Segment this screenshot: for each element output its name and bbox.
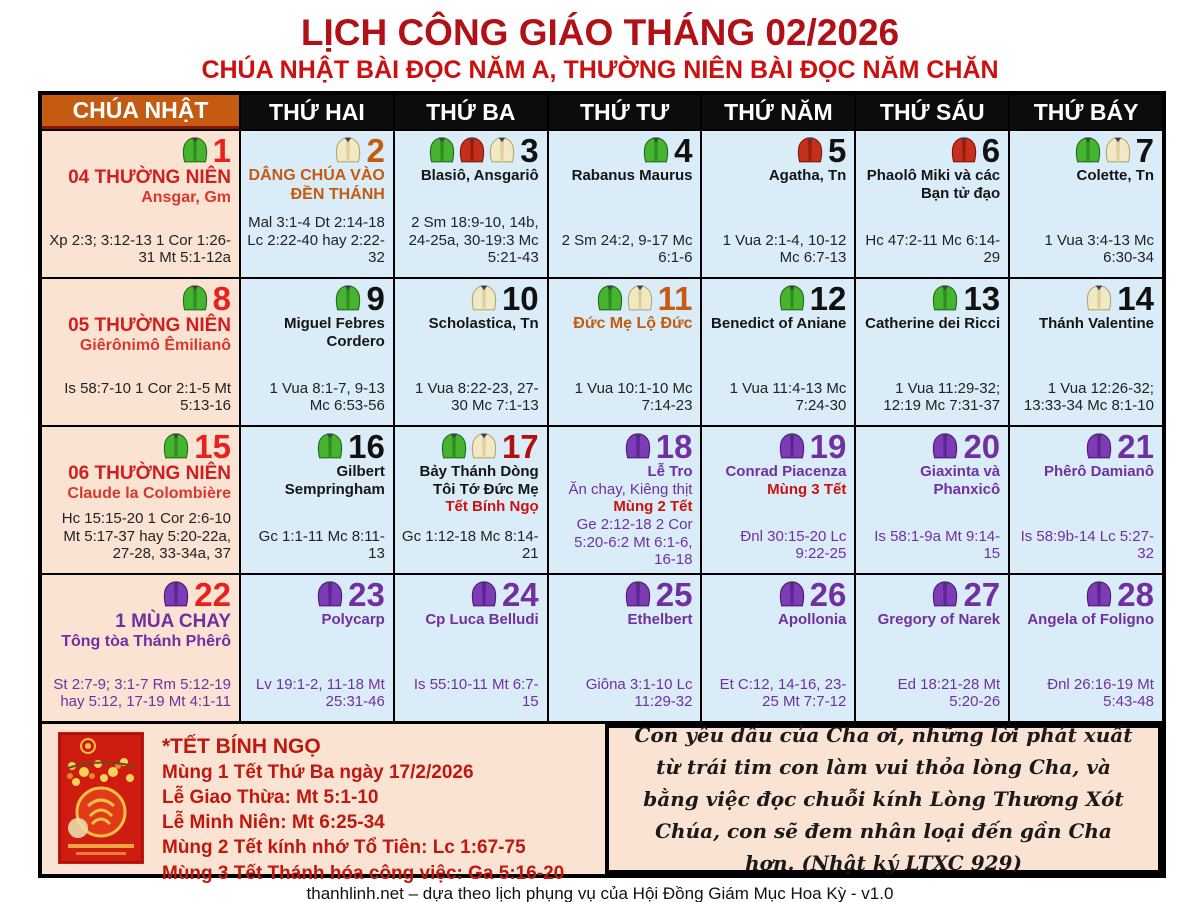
day-number: 5 [827,131,847,169]
day-readings [247,380,385,419]
day-readings [708,528,846,567]
vestment-white-icon [470,284,498,312]
day-cell-18 [549,427,701,573]
quote-box [605,724,1162,874]
day-number: 14 [1117,279,1154,317]
day-readings [247,214,385,271]
day-header-23 [247,577,385,611]
day-header-25 [555,577,693,611]
day-readings [1016,380,1154,419]
vestment-purple-icon [931,580,959,608]
tet-schedule-line: Lễ Minh Niên: Mt 6:25-34 [162,812,385,834]
day-titles [401,167,539,185]
day-titles [862,611,1000,629]
day-cell-27 [856,575,1008,721]
day-readings [401,214,539,271]
tet-schedule [162,732,565,884]
day-number: 10 [501,279,539,317]
vestment-green-icon [162,432,190,460]
day-number: 20 [963,427,1001,465]
day-header-4 [555,133,693,167]
day-readings [708,232,846,271]
day-number: 27 [963,575,1001,613]
reading-line: Gc 1:12-18 Mc 8:14-21 [401,527,539,563]
tet-schedule-line: Mùng 2 Tết kính nhớ Tổ Tiên: Lc 1:67-75 [162,837,526,859]
reading-line: Gc 1:1-11 Mc 8:11-13 [258,527,385,563]
day-header-17 [401,429,539,463]
day-titles [862,167,1000,202]
day-titles [708,611,846,629]
day-cell-16 [241,427,393,573]
reading-line: 2 Sm 18:9-10, 14b, 24-25a, 30-19:3 Mc 5:21-43 [408,213,539,267]
header-weekday-2: THỨ BA [395,95,547,129]
day-titles [48,611,231,652]
day-readings [401,380,539,419]
day-cell-10 [395,279,547,425]
day-number: 23 [348,575,385,613]
day-header-10 [401,281,539,315]
day-readings [401,676,539,715]
day-title-line: Conrad Piacenza [725,463,847,480]
day-number: 7 [1135,131,1154,169]
day-cell-20 [856,427,1008,573]
reading-line: Mal 3:1-4 Dt 2:14-18 Lc 2:22-40 hay 2:22-32 [247,213,385,267]
vestment-white-icon [470,432,498,460]
vestment-white-icon [1085,284,1113,312]
vestment-green-icon [334,284,362,312]
day-cell-9 [241,279,393,425]
reading-line: 2 Sm 24:2, 9-17 Mc 6:1-6 [561,231,693,267]
reading-line: Is 55:10-11 Mt 6:7-15 [413,675,539,711]
page-subtitle: CHÚA NHẬT BÀI ĐỌC NĂM A, THƯỜNG NIÊN BÀI ĐỌC NĂM CHĂN [201,56,999,84]
reading-line: 1 Vua 10:1-10 Mc 7:14-23 [574,379,693,415]
day-cell-5 [702,131,854,277]
day-number: 16 [348,427,385,465]
day-readings [247,676,385,715]
day-cell-12 [702,279,854,425]
bottom-strip [42,723,1162,884]
day-header-16 [247,429,385,463]
day-readings [48,232,231,271]
tet-greeting-card-image [58,732,144,864]
day-title-line: Benedict of Aniane [711,315,847,332]
day-header-3 [401,133,539,167]
day-title-line: Gilbert Sempringham [284,463,385,498]
day-cell-6 [856,131,1008,277]
day-header-21 [1016,429,1154,463]
vestment-green-icon [181,284,209,312]
vestment-purple-icon [624,432,652,460]
day-cell-22 [42,575,239,721]
reading-line: Ed 18:21-28 Mt 5:20-26 [897,675,1001,711]
day-title-line: Catherine dei Ricci [865,315,1001,332]
day-readings [555,232,693,271]
day-readings [1016,232,1154,271]
vestment-purple-icon [778,432,806,460]
day-number: 22 [194,575,231,613]
day-title-line: Mùng 3 Tết [767,480,847,498]
day-header-14 [1016,281,1154,315]
day-number: 4 [674,131,693,169]
day-title-line: Scholastica, Tn [428,315,539,332]
day-header-15 [48,429,231,463]
day-readings [48,676,231,715]
day-header-13 [862,281,1000,315]
vestment-green-icon [642,136,670,164]
day-number: 15 [194,427,231,465]
day-titles [862,463,1000,498]
day-titles [247,611,385,629]
tet-info-box [42,724,605,884]
quote-text: Con yêu dấu của Cha ơi, những lời phát xuất từ trái tim con làm vui thỏa lòng Cha, và bằng việc đọc chuỗi kính Lòng Thương Xót Chúa, con sẽ đem nhân loại đến gần Cha hơn. (Nhật ký LTXC 929) [634,723,1133,875]
day-number: 2 [366,131,385,169]
reading-line: 1 Vua 2:1-4, 10-12 Mc 6:7-13 [722,231,847,267]
day-header-6 [862,133,1000,167]
day-title-line: Angela of Foligno [1027,611,1154,628]
tet-title: *TẾT BÍNH NGỌ [162,735,321,758]
calendar-grid [42,131,1162,721]
vestment-purple-icon [931,432,959,460]
vestment-green-icon [1074,136,1102,164]
day-title-line: 06 THƯỜNG NIÊN [68,463,231,484]
day-titles [247,463,385,498]
day-readings [401,528,539,567]
day-cell-8 [42,279,239,425]
day-header-12 [708,281,846,315]
reading-line: Ge 2:12-18 2 Cor 5:20-6:2 Mt 6:1-6, 16-18 [574,516,693,569]
day-number: 8 [212,279,231,317]
day-titles [247,167,385,205]
footer-credit: thanhlinh.net – dựa theo lịch phụng vụ của Hội Đồng Giám Mục Hoa Kỳ - v1.0 [306,884,894,902]
day-readings [1016,676,1154,715]
day-header-7 [1016,133,1154,167]
day-title-line: Rabanus Maurus [571,167,693,184]
day-cell-17 [395,427,547,573]
reading-line: St 2:7-9; 3:1-7 Rm 5:12-19 hay 5:12, 17-19 Mt 4:1-11 [53,675,231,711]
calendar-table [38,91,1166,884]
vestment-purple-icon [1085,580,1113,608]
vestment-red-icon [458,136,486,164]
reading-line: Đnl 30:15-20 Lc 9:22-25 [740,527,847,563]
day-header-8 [48,281,231,315]
reading-line: Hc 47:2-11 Mc 6:14-29 [865,231,1001,267]
day-cell-24 [395,575,547,721]
day-header-22 [48,577,231,611]
reading-line: 1 Vua 8:1-7, 9-13 Mc 6:53-56 [269,379,385,415]
reading-line: 1 Vua 11:4-13 Mc 7:24-30 [729,379,847,415]
day-titles [555,167,693,185]
day-title-line: Đức Mẹ Lộ Đức [573,315,693,332]
tet-schedule-line: Mùng 3 Tết Thánh hóa công việc: Ga 5:16-20 [162,862,565,884]
day-cell-19 [702,427,854,573]
day-title-line: Thánh Valentine [1038,315,1154,332]
day-titles [708,315,846,333]
day-title-line: Blasiô, Ansgariô [420,167,539,184]
day-title-line: Tết Bính Ngọ [445,498,539,516]
day-titles [48,167,231,208]
day-title-line: DÂNG CHÚA VÀO ĐỀN THÁNH [248,167,385,203]
day-number: 1 [212,131,231,169]
day-cell-21 [1010,427,1162,573]
vestment-white-icon [626,284,654,312]
day-cell-14 [1010,279,1162,425]
day-titles [555,611,693,629]
day-header-1 [48,133,231,167]
day-titles [555,463,693,516]
day-readings [555,516,693,573]
vestment-white-icon [488,136,516,164]
reading-line: Et C:12, 14-16, 23-25 Mt 7:7-12 [719,675,847,711]
day-number: 11 [657,279,693,317]
header-weekday-4: THỨ NĂM [702,95,854,129]
vestment-red-icon [950,136,978,164]
day-readings [862,232,1000,271]
day-number: 25 [655,575,693,613]
day-titles [1016,463,1154,481]
vestment-green-icon [596,284,624,312]
day-cell-2 [241,131,393,277]
day-titles [555,315,693,334]
day-header-11 [555,281,693,315]
day-number: 24 [501,575,539,613]
day-title-line: Ăn chay, Kiêng thịt [568,480,693,498]
day-cell-23 [241,575,393,721]
page-title: LỊCH CÔNG GIÁO THÁNG 02/2026 [300,12,900,53]
reading-line: 1 Vua 12:26-32; 13:33-34 Mc 8:1-10 [1023,379,1154,415]
day-header-28 [1016,577,1154,611]
day-readings [862,380,1000,419]
day-title-line: 05 THƯỜNG NIÊN [68,315,231,336]
day-titles [862,315,1000,333]
day-readings [48,510,231,567]
vestment-purple-icon [1085,432,1113,460]
day-cell-15 [42,427,239,573]
vestment-purple-icon [470,580,498,608]
day-title-line: Polycarp [321,611,385,628]
day-readings [862,528,1000,567]
day-header-26 [708,577,846,611]
day-title-line: Colette, Tn [1076,167,1154,184]
day-header-27 [862,577,1000,611]
day-number: 19 [809,427,847,465]
day-titles [1016,315,1154,333]
header-weekday-6: THỨ BÁY [1010,95,1162,129]
reading-line: Xp 2:3; 3:12-13 1 Cor 1:26-31 Mt 5:1-12a [49,231,231,267]
day-number: 6 [981,131,1001,169]
header-sunday: CHÚA NHẬT [42,95,239,129]
day-titles [401,611,539,629]
day-titles [401,315,539,333]
day-readings [247,528,385,567]
reading-line: Is 58:1-9a Mt 9:14-15 [874,527,1001,563]
day-number: 18 [655,427,693,465]
day-cell-1 [42,131,239,277]
day-title-line: Phêrô Damianô [1043,463,1154,480]
day-cell-28 [1010,575,1162,721]
tet-schedule-line: Mùng 1 Tết Thứ Ba ngày 17/2/2026 [162,762,474,784]
day-titles [1016,611,1154,629]
day-cell-26 [702,575,854,721]
header-weekday-1: THỨ HAI [241,95,393,129]
vestment-white-icon [1104,136,1132,164]
header-weekday-3: THỨ TƯ [549,95,701,129]
day-header-9 [247,281,385,315]
day-title-line: Giêrônimô Êmilianô [79,337,231,355]
day-number: 9 [366,279,385,317]
day-readings [708,676,846,715]
vestment-purple-icon [162,580,190,608]
day-header-24 [401,577,539,611]
reading-line: 1 Vua 3:4-13 Mc 6:30-34 [1044,231,1154,267]
day-cell-7 [1010,131,1162,277]
day-title-line: Phaolô Miki và các Bạn tử đạo [866,167,1001,202]
day-title-line: Bảy Thánh Dòng Tôi Tớ Đức Mẹ [419,463,539,498]
day-header-2 [247,133,385,167]
day-readings [555,676,693,715]
day-number: 17 [501,427,539,465]
day-header-18 [555,429,693,463]
reading-line: 1 Vua 11:29-32; 12:19 Mc 7:31-37 [883,379,1001,415]
day-title-line: Apollonia [778,611,847,628]
day-header-19 [708,429,846,463]
day-readings [708,380,846,419]
day-title-line: Agatha, Tn [768,167,847,184]
day-title-line: Tông tòa Thánh Phêrô [61,633,231,651]
day-title-line: Mùng 2 Tết [613,498,693,516]
day-header-5 [708,133,846,167]
day-titles [48,315,231,356]
reading-line: Is 58:7-10 1 Cor 2:1-5 Mt 5:13-16 [64,379,231,415]
day-title-line: 1 MÙA CHAY [115,611,231,632]
vestment-green-icon [931,284,959,312]
reading-line: Is 58:9b-14 Lc 5:27-32 [1020,527,1154,563]
day-readings [48,380,231,419]
day-titles [401,463,539,516]
reading-line: Giôna 3:1-10 Lc 11:29-32 [585,675,693,711]
day-titles [247,315,385,350]
day-titles [48,463,231,504]
day-titles [708,167,846,185]
vestment-purple-icon [778,580,806,608]
day-cell-4 [549,131,701,277]
vestment-green-icon [316,432,344,460]
reading-line: 1 Vua 8:22-23, 27-30 Mc 7:1-13 [414,379,539,415]
day-cell-11 [549,279,701,425]
tet-schedule-line: Lễ Giao Thừa: Mt 5:1-10 [162,787,379,809]
day-number: 3 [520,131,539,169]
day-number: 13 [963,279,1001,317]
day-title-line: Ansgar, Gm [141,189,231,207]
vestment-green-icon [181,136,209,164]
day-title-line: 04 THƯỜNG NIÊN [68,167,231,188]
day-title-line: Claude la Colombière [67,485,231,503]
reading-line: Đnl 26:16-19 Mt 5:43-48 [1047,675,1154,711]
day-header-20 [862,429,1000,463]
day-title-line: Cp Luca Belludi [425,611,539,628]
header-weekday-5: THỨ SÁU [856,95,1008,129]
vestment-purple-icon [624,580,652,608]
day-readings [1016,528,1154,567]
day-titles [1016,167,1154,185]
vestment-green-icon [778,284,806,312]
vestment-green-icon [440,432,468,460]
day-cell-25 [549,575,701,721]
day-cell-13 [856,279,1008,425]
vestment-purple-icon [316,580,344,608]
day-readings [862,676,1000,715]
day-number: 12 [809,279,847,317]
vestment-red-icon [796,136,824,164]
day-titles [708,463,846,498]
day-title-line: Miguel Febres Cordero [283,315,385,350]
weekday-header-row [42,95,1162,129]
reading-line: Lv 19:1-2, 11-18 Mt 25:31-46 [255,675,385,711]
day-number: 28 [1117,575,1154,613]
vestment-white-icon [334,136,362,164]
day-title-line: Ethelbert [627,611,693,628]
day-title-line: Giaxinta và Phanxicô [920,463,1001,498]
reading-line: Hc 15:15-20 1 Cor 2:6-10 Mt 5:17-37 hay 5:20-22a, 27-28, 33-34a, 37 [61,509,231,563]
day-title-line: Lễ Tro [647,463,693,480]
vestment-green-icon [428,136,456,164]
day-cell-3 [395,131,547,277]
day-number: 21 [1117,427,1154,465]
day-number: 26 [809,575,847,613]
day-readings [555,380,693,419]
day-title-line: Gregory of Narek [877,611,1001,628]
